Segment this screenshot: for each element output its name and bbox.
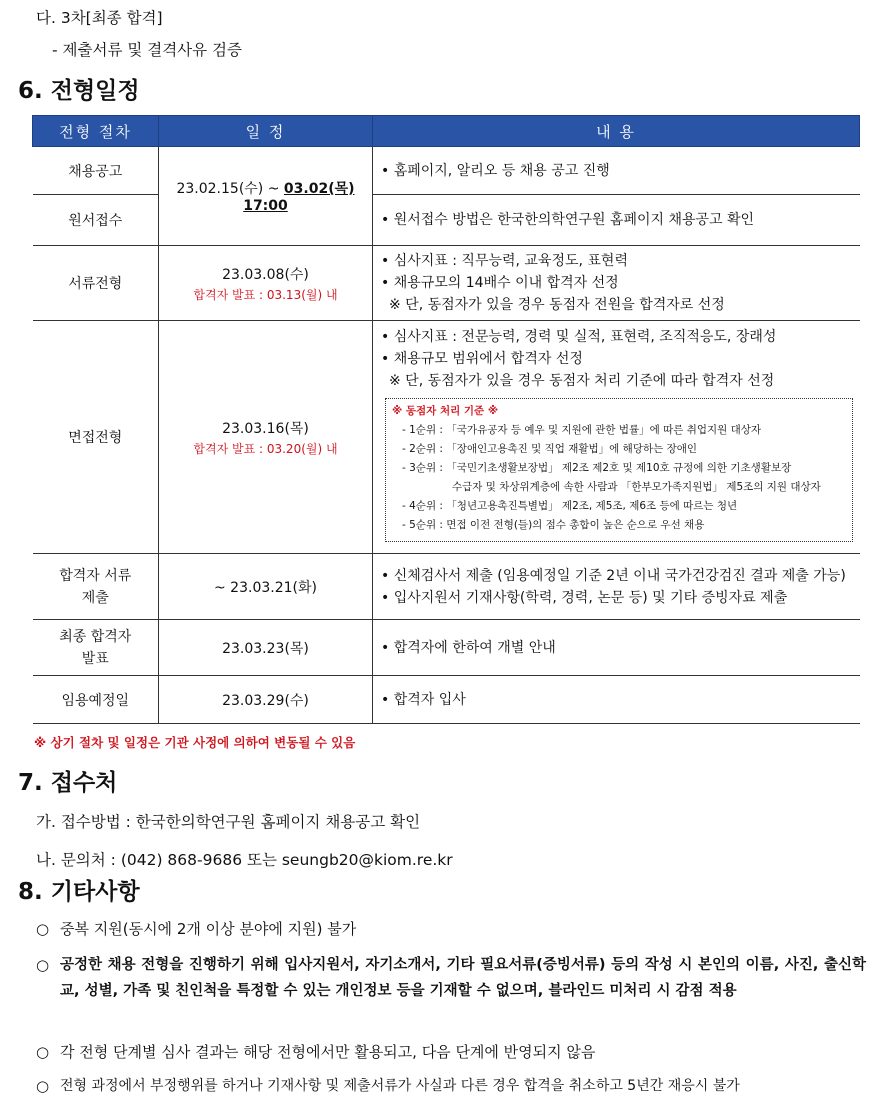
section6-title: 6. 전형일정: [18, 78, 140, 104]
tie-break-rank: - 3순위 : 「국민기초생활보장법」 제2조 제2호 및 제10호 규정에 의한 기초생활보장: [402, 462, 792, 474]
content-cell: [373, 620, 860, 676]
content-cell: [373, 195, 860, 246]
date-deadline: 03.02(목) 17:00: [243, 181, 355, 214]
content-line: • 채용규모의 14배수 이내 합격자 선정: [381, 275, 619, 291]
table-row: [33, 321, 860, 554]
tie-break-rank: - 1순위 : 「국가유공자 등 예우 및 지원에 관한 법률」에 따른 취업지원 대상자: [402, 424, 762, 436]
content-line: • 채용규모 범위에서 합격자 선정: [381, 351, 583, 367]
list-item-text: 전형 과정에서 부정행위를 하거나 기재사항 및 제출서류가 사실과 다른 경우 합격을 취소하고 5년간 재응시 불가: [60, 1078, 740, 1094]
date-value: 23.03.16(목): [222, 420, 309, 437]
tie-break-title: ※ 동점자 처리 기준 ※: [392, 405, 499, 417]
tie-break-rank: - 5순위 : 면접 이전 전형(들)의 점수 총합이 높은 순으로 우선 채용: [402, 519, 705, 531]
list-item: [36, 1073, 866, 1099]
list-item-text: 중복 지원(동시에 2개 이상 분야에 지원) 불가: [60, 920, 357, 938]
section8-title: 8. 기타사항: [18, 879, 140, 905]
table-row: [33, 554, 860, 620]
tie-break-rank: - 2순위 : 「장애인고용촉진 및 직업 재활법」에 해당하는 장애인: [402, 443, 697, 455]
item-da-sub: - 제출서류 및 결격사유 검증: [52, 41, 243, 59]
stage-cell: [33, 620, 159, 676]
header-stage: 전형 절차: [33, 116, 159, 147]
table-row: [33, 147, 860, 195]
stage-cell: 서류전형: [33, 246, 159, 321]
announce-note: 합격자 발표 : 03.13(월) 내: [193, 287, 338, 302]
list-item: [36, 1039, 866, 1065]
content-note: ※ 단, 동점자가 있을 경우 동점자 전원을 합격자로 선정: [389, 297, 725, 313]
list-item: [36, 952, 866, 1004]
table-row: [33, 676, 860, 724]
content-cell: [373, 554, 860, 620]
content-line: • 합격자에 한하여 개별 안내: [381, 639, 556, 656]
schedule-footnote: ※ 상기 절차 및 일정은 기관 사정에 의하여 변동될 수 있음: [34, 735, 356, 750]
circle-bullet-icon: ○: [36, 920, 50, 938]
schedule-table: [32, 115, 860, 724]
stage-cell: [33, 554, 159, 620]
announce-note: 합격자 발표 : 03.20(월) 내: [193, 441, 338, 456]
content-cell: [373, 321, 860, 554]
content-line: • 홈페이지, 알리오 등 채용 공고 진행: [381, 162, 610, 179]
item-da: 다. 3차[최종 합격]: [36, 9, 163, 27]
section7-title: 7. 접수처: [18, 770, 118, 796]
apply-method: 가. 접수방법 : 한국한의학연구원 홈페이지 채용공고 확인: [36, 813, 421, 831]
content-cell: [373, 246, 860, 321]
stage-line: 제출: [81, 589, 109, 606]
content-cell: [373, 676, 860, 724]
content-line: • 심사지표 : 직무능력, 교육정도, 표현력: [381, 253, 628, 269]
date-cell: [159, 246, 373, 321]
date-cell: ~ 23.03.21(화): [159, 554, 373, 620]
list-item-text: 각 전형 단계별 심사 결과는 해당 전형에서만 활용되고, 다음 단계에 반영되지 않음: [60, 1043, 596, 1061]
content-note: ※ 단, 동점자가 있을 경우 동점자 처리 기준에 따라 합격자 선정: [389, 373, 775, 389]
content-cell: [373, 147, 860, 195]
date-prefix: 23.02.15(수) ~: [176, 181, 284, 197]
tie-break-rank: - 4순위 : 「청년고용촉진특별법」 제2조, 제5조, 제6조 등에 따르는 청년: [402, 500, 738, 512]
tie-break-box: [385, 398, 853, 542]
content-line: • 합격자 입사: [381, 691, 466, 708]
content-line: • 심사지표 : 전문능력, 경력 및 실적, 표현력, 조직적응도, 장래성: [381, 329, 777, 345]
date-cell: [159, 147, 373, 246]
content-line: • 원서접수 방법은 한국한의학연구원 홈페이지 채용공고 확인: [381, 212, 755, 228]
table-row: [33, 620, 860, 676]
stage-cell: 면접전형: [33, 321, 159, 554]
stage-cell: 임용예정일: [33, 676, 159, 724]
tie-break-rank-cont: 수급자 및 차상위계층에 속한 사람과 「한부모가족지원법」 제5조의 지원 대상자: [452, 481, 821, 493]
stage-cell: 채용공고: [33, 147, 159, 195]
list-item-text: 공정한 채용 전형을 진행하기 위해 입사지원서, 자기소개서, 기타 필요서류(증빙서류) 등의 작성 시 본인의 이름, 사진, 출신학교, 성별, 가족 및 친인척을 특정할 수 있는 개인정보 등을 기재할 수 없으며, 블라인드 미처리 시 감점 적용: [60, 957, 866, 999]
list-item: [36, 916, 866, 942]
stage-cell: 원서접수: [33, 195, 159, 246]
circle-bullet-icon: ○: [36, 1043, 50, 1061]
table-row: [33, 246, 860, 321]
header-content: 내 용: [373, 116, 860, 147]
table-row: [33, 195, 860, 246]
date-cell: 23.03.29(수): [159, 676, 373, 724]
date-cell: [159, 321, 373, 554]
content-line: • 신체검사서 제출 (임용예정일 기준 2년 이내 국가건강검진 결과 제출 가능): [381, 567, 846, 584]
stage-line: 최종 합격자: [59, 628, 132, 645]
date-cell: 23.03.23(목): [159, 620, 373, 676]
contact-info: 나. 문의처 : (042) 868-9686 또는 seungb20@kiom.re.kr: [36, 851, 453, 869]
header-date: 일 정: [159, 116, 373, 147]
date-value: 23.03.08(수): [222, 266, 309, 283]
circle-bullet-icon: ○: [36, 1077, 50, 1095]
stage-line: 발표: [81, 650, 109, 667]
stage-line: 합격자 서류: [59, 567, 132, 584]
content-line: • 입사지원서 기재사항(학력, 경력, 논문 등) 및 기타 증빙자료 제출: [381, 589, 788, 606]
circle-bullet-icon: ○: [36, 956, 50, 974]
